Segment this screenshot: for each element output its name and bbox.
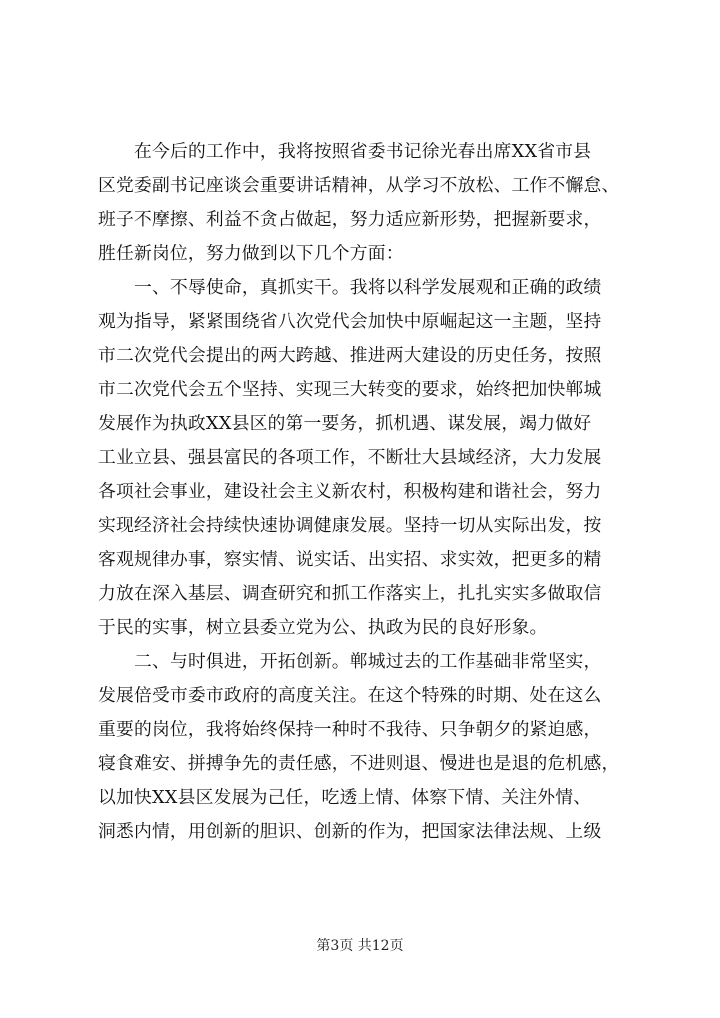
text-line: 二、与时俱进，开拓创新。郸城过去的工作基础非常坚实， [134,651,602,672]
text-line: 胜任新岗位，努力做到以下几个方面： [98,243,404,264]
text-line: 以加快XX县区发展为己任，吃透上情、体察下情、关注外情、 [98,787,592,808]
text-line: 市二次党代会五个坚持、实现三大转变的要求，始终把加快郸城 [98,379,602,400]
text-line: 观为指导，紧紧围绕省八次党代会加快中原崛起这一主题，坚持 [98,311,602,332]
page-number-footer: 第3页 共12页 [316,938,404,954]
text-line: 力放在深入基层、调查研究和抓工作落实上，扎扎实实多做取信 [98,583,602,604]
document-body [98,135,620,849]
text-line: 重要的岗位，我将始终保持一种时不我待、只争朝夕的紧迫感， [98,719,602,740]
text-line: 工业立县、强县富民的各项工作，不断壮大县域经济，大力发展 [98,447,602,468]
text-line: 实现经济社会持续快速协调健康发展。坚持一切从实际出发，按 [98,515,602,536]
text-line: 市二次党代会提出的两大跨越、推进两大建设的历史任务，按照 [98,345,602,366]
text-line: 一、不辱使命，真抓实干。我将以科学发展观和正确的政绩 [134,277,602,298]
text-line: 各项社会事业，建设社会主义新农村，积极构建和谐社会，努力 [98,481,602,502]
text-line: 于民的实事，树立县委立党为公、执政为民的良好形象。 [98,617,548,638]
text-line: 班子不摩擦、利益不贪占做起，努力适应新形势，把握新要求， [98,209,602,230]
text-line: 寝食难安、拼搏争先的责任感，不进则退、慢进也是退的危机感， [98,753,620,774]
text-line: 区党委副书记座谈会重要讲话精神，从学习不放松、工作不懈怠、 [98,175,620,196]
text-line: 在今后的工作中，我将按照省委书记徐光春出席XX省市县 [134,141,592,162]
text-line: 发展倍受市委市政府的高度关注。在这个特殊的时期、处在这么 [98,685,602,706]
text-line: 洞悉内情，用创新的胆识、创新的作为，把国家法律法规、上级 [98,821,602,842]
text-line: 客观规律办事，察实情、说实话、出实招、求实效，把更多的精 [98,549,602,570]
text-line: 发展作为执政XX县区的第一要务，抓机遇、谋发展，竭力做好 [98,413,592,434]
